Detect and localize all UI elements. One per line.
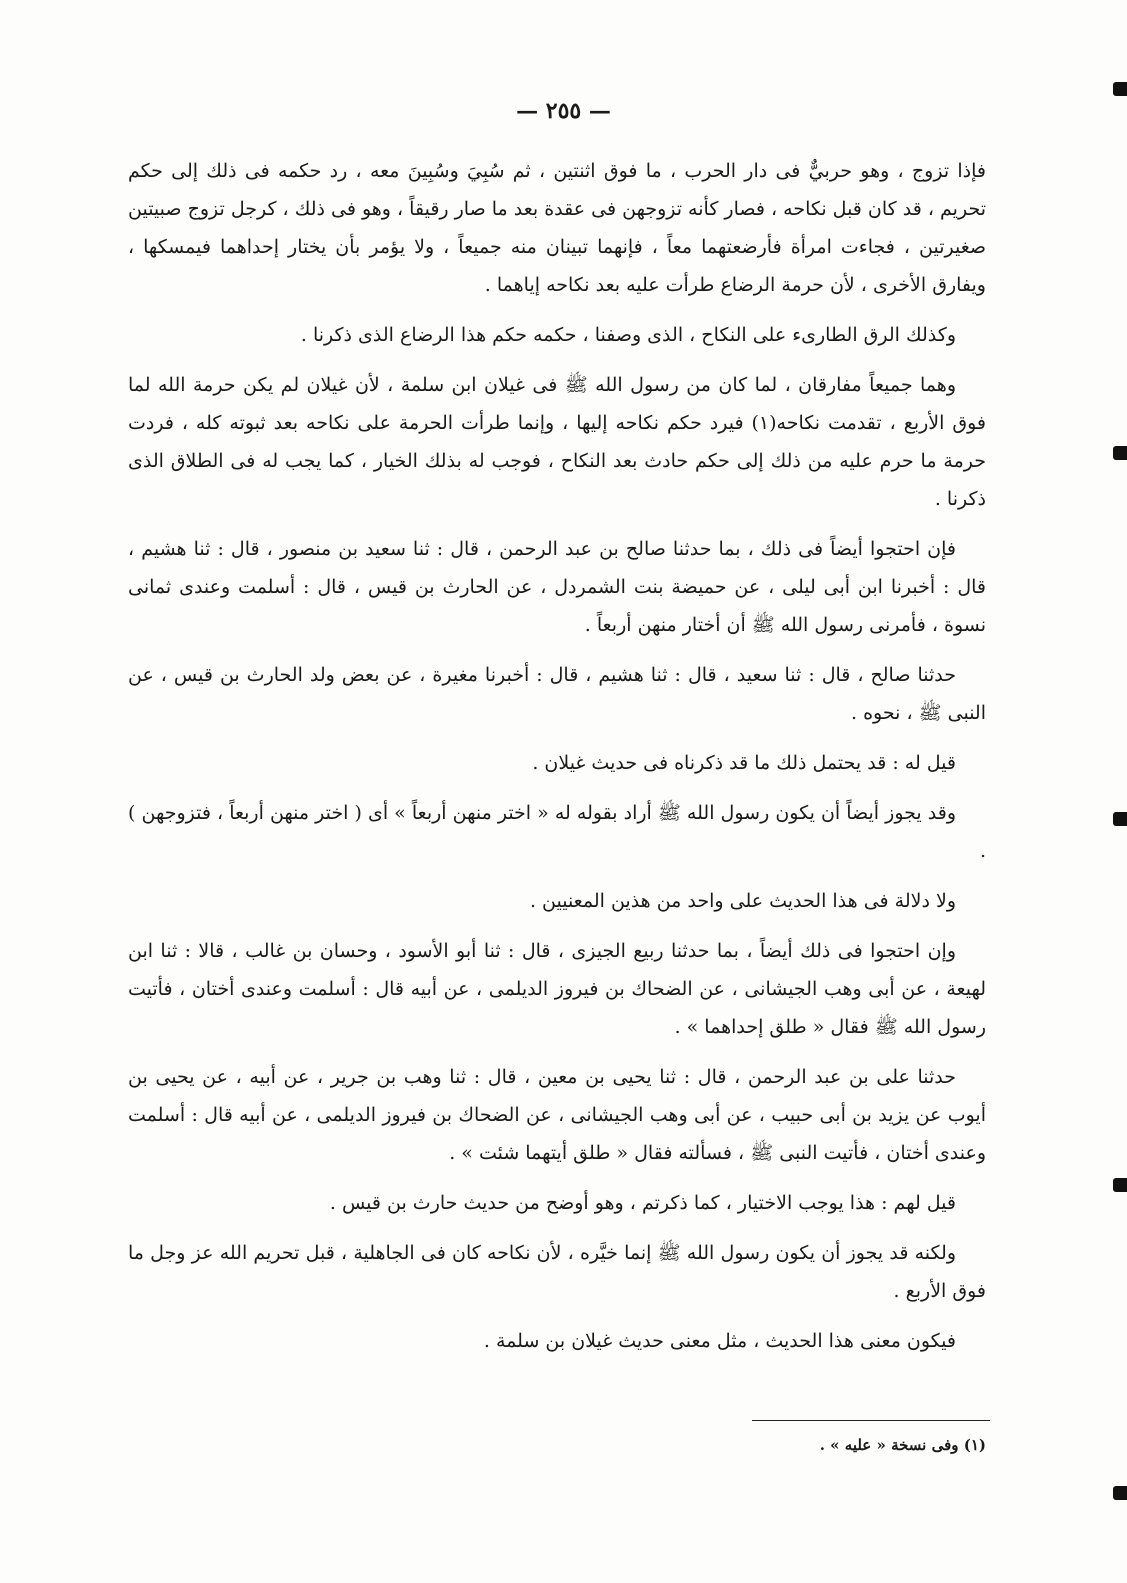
paragraph: وكذلك الرق الطارىء على النكاح ، الذى وصفنا ، حكمه حكم هذا الرضاع الذى ذكرنا . — [300, 324, 956, 346]
page-edge-mark — [1113, 1178, 1127, 1192]
page-edge-mark — [1113, 446, 1127, 460]
paragraph: فإن احتجوا أيضاً فى ذلك ، بما حدثنا صالح بن عبد الرحمن ، قال : ثنا سعيد بن منصور ، قال : ثنا هشيم ، قال : أخبرنا ابن أبى ليلى ، عن حميضة بنت الشمردل ، عن الحارث بن قيس ، قال : أسلمت وعندى ثمانى نسوة ، فأمرنى رسول الله ﷺ أن أختار منهن أربعاً . — [128, 538, 986, 636]
paragraph: فإذا تزوج ، وهو حربيٌّ فى دار الحرب ، ما فوق اثنتين ، ثم سُبِيَ وسُبِينَ معه ، رد حكمه فى ذلك إلى حكم تحريم ، قد كان قبل نكاحه ، فصار كأنه تزوجهن فى عقدة بعد ما صار رقيقاً ، وهو فى ذلك ، كرجل تزوج صبيتين صغيرتين ، فجاءت امرأة فأرضعتهما معاً ، فإنهما تبينان منه جميعاً ، ولا يؤمر بأن يختار إحداهما فيمسكها ، ويفارق الأخرى ، لأن حرمة الرضاع طرأت عليه بعد نكاحه إياهما . — [128, 160, 986, 296]
paragraph: وقد يجوز أيضاً أن يكون رسول الله ﷺ أراد بقوله له « اختر منهن أربعاً » أى ( اختر منهن أربعاً ، فتزوجهن ) . — [128, 802, 986, 862]
page-edge-mark — [1113, 82, 1127, 96]
paragraph: حدثنا على بن عبد الرحمن ، قال : ثنا يحيى بن معين ، قال : ثنا وهب بن جرير ، عن أبيه ، عن يحيى بن أيوب عن يزيد بن أبى حبيب ، عن أبى وهب الجيشانى ، عن الضحاك بن فيروز الديلمى ، عن أبيه قال : أسلمت وعندى أختان ، فأتيت النبى ﷺ ، فسألته فقال « طلق أيتهما شئت » . — [128, 1066, 986, 1164]
main-text — [128, 152, 986, 1372]
paragraph: ولا دلالة فى هذا الحديث على واحد من هذين المعنيين . — [529, 890, 956, 912]
page-edge-mark — [1113, 1486, 1127, 1500]
paragraph: حدثنا صالح ، قال : ثنا سعيد ، قال : ثنا هشيم ، قال : أخبرنا مغيرة ، عن بعض ولد الحارث بن قيس ، عن النبى ﷺ ، نحوه . — [128, 664, 986, 724]
footnote-divider — [752, 1420, 990, 1421]
page-number: — ٢٥٥ — — [516, 98, 611, 124]
page-edge-mark — [1113, 812, 1127, 826]
footnote: (١) وفى نسخة « عليه » . — [819, 1436, 986, 1454]
paragraph: ولكنه قد يجوز أن يكون رسول الله ﷺ إنما خيَّره ، لأن نكاحه كان فى الجاهلية ، قبل تحريم الله عز وجل ما فوق الأربع . — [128, 1242, 986, 1302]
paragraph: وإن احتجوا فى ذلك أيضاً ، بما حدثنا ربيع الجيزى ، قال : ثنا أبو الأسود ، وحسان بن غالب ، قالا : ثنا ابن لهيعة ، عن أبى وهب الجيشانى ، عن الضحاك بن فيروز الديلمى ، عن أبيه قال : أسلمت وعندى أختان ، فأتيت رسول الله ﷺ فقال « طلق إحداهما » . — [128, 940, 986, 1038]
paragraph: قيل له : قد يحتمل ذلك ما قد ذكرناه فى حديث غيلان . — [532, 752, 956, 774]
paragraph: فيكون معنى هذا الحديث ، مثل معنى حديث غيلان بن سلمة . — [483, 1330, 956, 1352]
paragraph: قيل لهم : هذا يوجب الاختيار ، كما ذكرتم ، وهو أوضح من حديث حارث بن قيس . — [329, 1192, 956, 1214]
paragraph: وهما جميعاً مفارقان ، لما كان من رسول الله ﷺ فى غيلان ابن سلمة ، لأن غيلان لم يكن حرمة الله لما فوق الأربع ، تقدمت نكاحه(١) فيرد حكم نكاحه إليها ، وإنما طرأت الحرمة على نكاحه بعد ثبوته كله ، فردت حرمة ما حرم عليه من ذلك إلى حكم حادث بعد النكاح ، فوجب له بذلك الخيار ، كما يجب له فى الطلاق الذى ذكرنا . — [128, 374, 986, 510]
